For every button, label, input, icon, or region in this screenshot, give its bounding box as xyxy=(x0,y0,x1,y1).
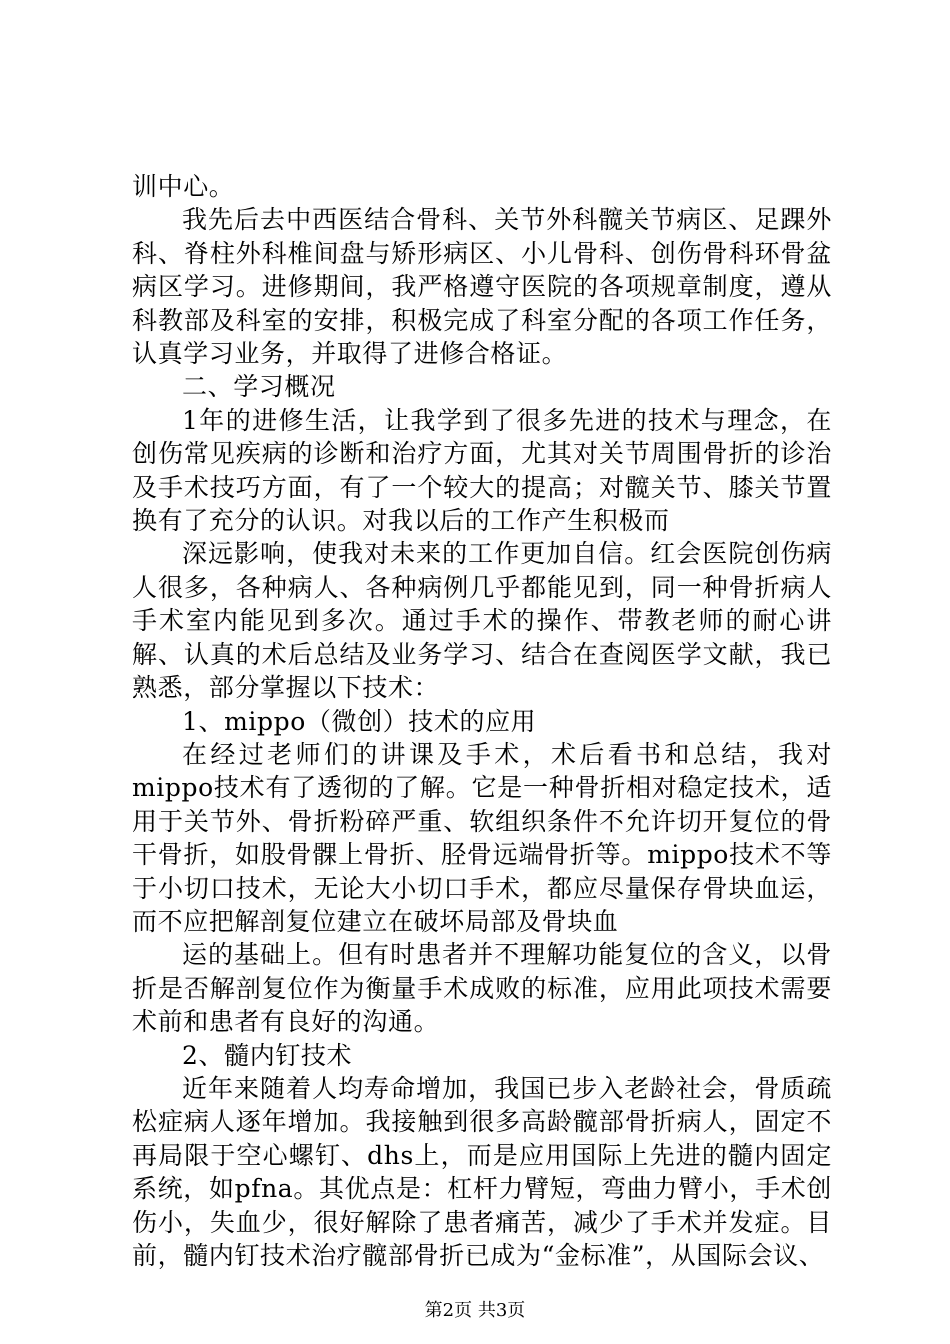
body-text xyxy=(132,170,832,1272)
subheading-mippo: 1、mippo（微创）技术的应用 xyxy=(182,706,537,736)
paragraph-1: 训中心。 xyxy=(132,172,235,201)
paragraph-6: 运的基础上。但有时患者并不理解功能复位的含义，以骨折是否解剖复位作为衡量手术成败的标准，应用此项技术需要术前和患者有良好的沟通。 xyxy=(132,940,832,1037)
paragraph-3: 1年的进修生活，让我学到了很多先进的技术与理念，在创伤常见疾病的诊断和治疗方面，尤其对关节周围骨折的诊治及手术技巧方面，有了一个较大的提高；对髋关节、膝关节置换有了充分的认识。对我以后的工作产生积极而 xyxy=(132,405,832,536)
page-footer xyxy=(0,1301,950,1321)
subheading-intramedullary-nail: 2、髓内钉技术 xyxy=(182,1040,353,1070)
paragraph-2: 我先后去中西医结合骨科、关节外科髋关节病区、足踝外科、脊柱外科椎间盘与矫形病区、小儿骨科、创伤骨科环骨盆病区学习。进修期间，我严格遵守医院的各项规章制度，遵从科教部及科室的安排，积极完成了科室分配的各项工作任务，认真学习业务，并取得了进修合格证。 xyxy=(132,205,832,369)
paragraph-7: 近年来随着人均寿命增加，我国已步入老龄社会，骨质疏松症病人逐年增加。我接触到很多高龄髋部骨折病人，固定不再局限于空心螺钉、dhs上，而是应用国际上先进的髓内固定系统，如pfna。其优点是：杠杆力臂短，弯曲力臂小，手术创伤小，失血少，很好解除了患者痛苦，减少了手术并发症。目前，髓内钉技术治疗髋部骨折已成为“金标准”，从国际会议、 xyxy=(132,1073,832,1270)
section-heading-study-overview: 二、学习概况 xyxy=(182,372,336,402)
paragraph-5: 在经过老师们的讲课及手术，术后看书和总结，我对mippo技术有了透彻的了解。它是一种骨折相对稳定技术，适用于关节外、骨折粉碎严重、软组织条件不允许切开复位的骨干骨折，如股骨髁上骨折、胫骨远端骨折等。mippo技术不等于小切口技术，无论大小切口手术，都应尽量保存骨块血运，而不应把解剖复位建立在破坏局部及骨块血 xyxy=(132,739,832,936)
paragraph-4: 深远影响，使我对未来的工作更加自信。红会医院创伤病人很多，各种病人、各种病例几乎都能见到，同一种骨折病人手术室内能见到多次。通过手术的操作、带教老师的耐心讲解、认真的术后总结及业务学习、结合在查阅医学文献，我已熟悉，部分掌握以下技术： xyxy=(132,539,832,703)
page-number-label: 第2页 共3页 xyxy=(424,1300,526,1321)
